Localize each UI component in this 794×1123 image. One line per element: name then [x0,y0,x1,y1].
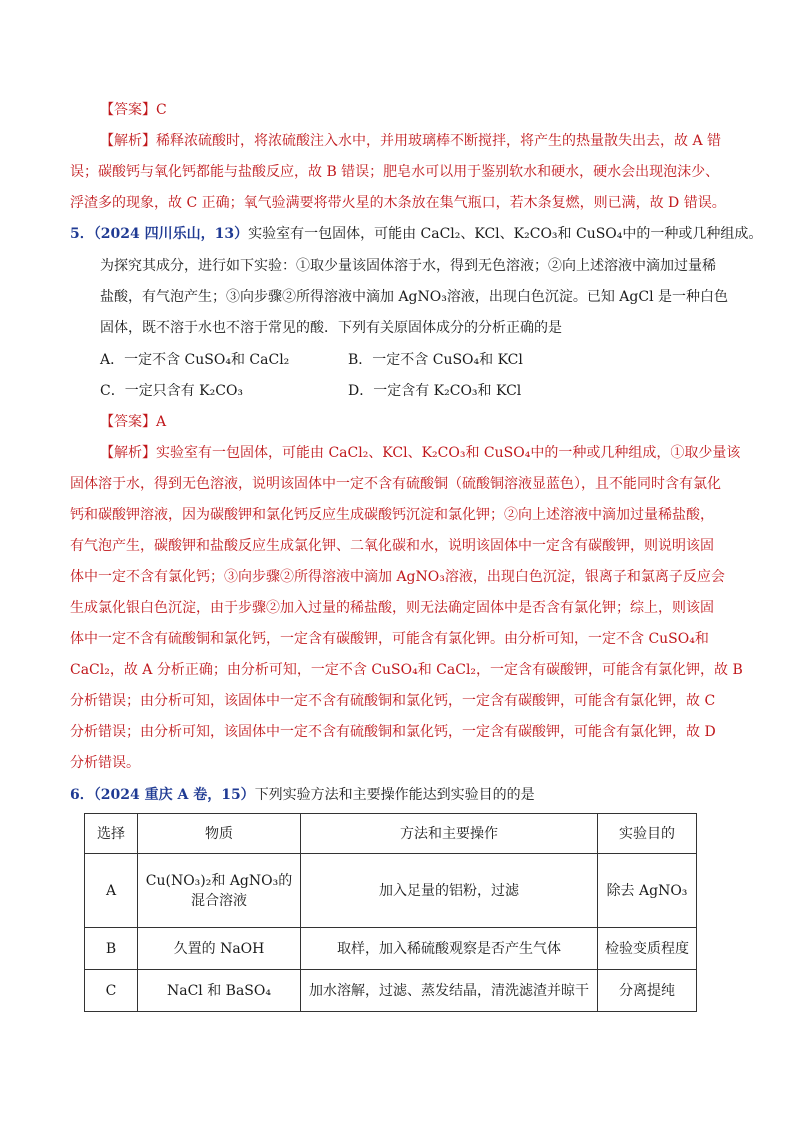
q5-option-b: B．一定不含 CuSO₄和 KCl [348,352,523,368]
q5-analysis-line-6: 生成氯化银白色沉淀，由于步骤②加入过量的稀盐酸，则无法确定固体中是否含有氯化钾；综上，则该固 [70,600,714,616]
table-cell: 检验变质程度 [598,928,697,970]
q5-analysis-line-9: 分析错误；由分析可知，该固体中一定不含有硫酸铜和氯化钙，一定含有碳酸钾，可能含有氯化钾，故 C [70,693,716,709]
question-source: （2024 重庆 A 卷，15） [93,787,255,803]
q5-analysis-line-4: 有气泡产生，碳酸钾和盐酸反应生成氯化钾、二氧化碳和水，说明该固体中一定含有碳酸钾，则说明该固 [70,538,714,554]
table-row [85,854,697,928]
q5-analysis-line-7: 体中一定不含有硫酸铜和氯化钙，一定含有碳酸钾，可能含有氯化钾。由分析可知，一定不含 CuSO₄和 [70,631,709,647]
q5-answer [100,412,166,432]
table-cell: Cu(NO₃)₂和 AgNO₃的混合溶液 [138,854,301,928]
q5-stem-line-2: 为探究其成分，进行如下实验：①取少量该固体溶于水，得到无色溶液；②向上述溶液中滴加过量稀 [100,258,716,274]
q4-analysis-line-3: 浮渣多的现象，故 C 正确；氧气验满要将带火星的木条放在集气瓶口，若木条复燃，则已满，故 D 错误。 [70,195,726,211]
q5-analysis-line-5: 体中一定不含有氯化钙；③向步骤②所得溶液中滴加 AgNO₃溶液，出现白色沉淀，银离子和氯离子反应会 [70,569,725,585]
q5-stem-line-1: 5．（2024 四川乐山，13）实验室有一包固体，可能由 CaCl₂、KCl、K₂CO₃和 CuSO₄中的一种或几种组成。 [70,226,763,242]
table-cell: B [85,928,138,970]
table-header-cell: 实验目的 [598,814,697,854]
question-number: 6． [70,787,94,803]
analysis-label: 【解析】 [100,133,156,149]
q5-stem-line-4: 固体，既不溶于水也不溶于常见的酸．下列有关原固体成分的分析正确的是 [100,320,562,336]
table-cell: C [85,970,138,1012]
table-cell: 取样，加入稀硫酸观察是否产生气体 [301,928,598,970]
question-number: 5． [70,226,94,242]
table-header-cell: 物质 [138,814,301,854]
q5-stem-line-3: 盐酸，有气泡产生；③向步骤②所得溶液中滴加 AgNO₃溶液，出现白色沉淀。已知 AgCl 是一种白色 [100,289,729,305]
q5-option-c: C．一定只含有 K₂CO₃ [100,383,244,399]
answer-value: A [156,414,167,430]
q5-analysis-line-8: CaCl₂，故 A 分析正确；由分析可知，一定不含 CuSO₄和 CaCl₂，一定含有碳酸钾，可能含有氯化钾，故 B [70,662,743,678]
q5-analysis-line-10: 分析错误；由分析可知，该固体中一定不含有硫酸铜和氯化钙，一定含有碳酸钾，可能含有氯化钾，故 D [70,724,716,740]
table-header-row [85,814,697,854]
table-cell: 除去 AgNO₃ [598,854,697,928]
table-cell: A [85,854,138,928]
table-header-cell: 方法和主要操作 [301,814,598,854]
q5-analysis-line-2: 固体溶于水，得到无色溶液，说明该固体中一定不含有硫酸铜（硫酸铜溶液显蓝色），且不能同时含有氯化 [70,476,721,492]
q6-table [84,813,697,1012]
q6-stem: 6．（2024 重庆 A 卷，15）下列实验方法和主要操作能达到实验目的的是 [70,787,535,803]
q4-analysis-line-1: 【解析】稀释浓硫酸时，将浓硫酸注入水中，并用玻璃棒不断搅拌，将产生的热量散失出去，故 A 错 [100,133,722,149]
table-cell: 分离提纯 [598,970,697,1012]
table-header-cell: 选择 [85,814,138,854]
answer-label: 【答案】 [100,102,156,118]
q4-answer [100,100,167,120]
table-cell: 加水溶解，过滤、蒸发结晶，清洗滤渣并晾干 [301,970,598,1012]
q5-option-d: D．一定含有 K₂CO₃和 KCl [348,383,522,399]
table-cell: 加入足量的铝粉，过滤 [301,854,598,928]
q5-analysis-line-3: 钙和碳酸钾溶液，因为碳酸钾和氯化钙反应生成碳酸钙沉淀和氯化钾；②向上述溶液中滴加过量稀盐酸， [70,507,714,523]
q5-analysis-line-11: 分析错误。 [70,755,140,771]
table-row [85,928,697,970]
table-cell: NaCl 和 BaSO₄ [138,970,301,1012]
answer-label: 【答案】 [100,414,156,430]
question-source: （2024 四川乐山，13） [93,226,249,242]
q5-option-a: A．一定不含 CuSO₄和 CaCl₂ [100,352,290,368]
answer-value: C [156,102,167,118]
table-row [85,970,697,1012]
q4-analysis-line-2: 误；碳酸钙与氧化钙都能与盐酸反应，故 B 错误；肥皂水可以用于鉴别软水和硬水，硬水会出现泡沫少、 [70,164,720,180]
q5-analysis-line-1: 【解析】实验室有一包固体，可能由 CaCl₂、KCl、K₂CO₃和 CuSO₄中的一种或几种组成，①取少量该 [100,445,741,461]
table-cell: 久置的 NaOH [138,928,301,970]
analysis-label: 【解析】 [100,445,156,461]
